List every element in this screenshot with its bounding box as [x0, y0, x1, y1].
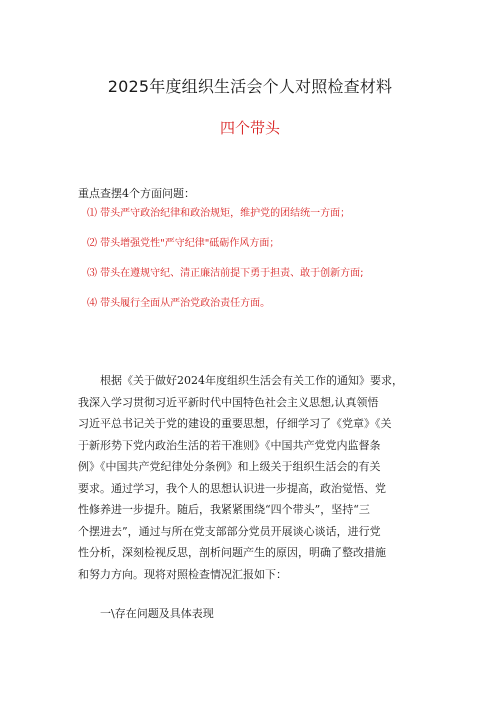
focus-list	[87, 207, 467, 327]
body-line: 于新形势下党内政治生活的若干准则》《中国共产党党内监督条	[78, 438, 381, 452]
focus-item-4: ⑷ 带头履行全面从严治党政治责任方面。	[87, 298, 271, 309]
body-line: 习近平总书记关于党的建设的重要思想，仔细学习了《党章》《关	[78, 417, 392, 430]
focus-intro: 重点查摆4个方面问题：	[78, 187, 195, 200]
body-line: 我深入学习贯彻习近平新时代中国特色社会主义思想,认真领悟	[78, 395, 379, 409]
focus-item-2: ⑵ 带头增强党性"严守纪律"砥砺作风方面；	[87, 238, 280, 249]
body-line: 性分析，深刻检视反思，剖析问题产生的原因，明确了整改措施	[78, 546, 386, 559]
body-line: 性修养进一步提升。随后，我紧紧围绕“四个带头”，坚持“三	[78, 503, 370, 516]
focus-item-1: ⑴ 带头严守政治纪律和政治规矩，维护党的团结统一方面；	[87, 208, 351, 219]
focus-item-3: ⑶ 带头在遵规守纪、清正廉洁前提下勇于担责、敢于创新方面;	[87, 268, 364, 279]
document-subtitle: 四个带头	[219, 119, 280, 137]
section-heading: 一\存在问题及具体表现	[100, 607, 214, 620]
body-line: 根据《关于做好2024年度组织生活会有关工作的通知》要求，	[100, 374, 403, 387]
body-line: 要求。通过学习，我个人的思想认识进一步提高，政治觉悟、党	[78, 481, 386, 495]
body-line: 个摆进去”，通过与所在党支部部分党员开展谈心谈话，进行党	[78, 524, 381, 538]
body-line: 例》《中国共产党纪律处分条例》和上级关于组织生活会的有关	[78, 460, 381, 473]
document-title: 2025年度组织生活会个人对照检查材料	[107, 77, 393, 96]
body-paragraph	[78, 370, 440, 585]
body-line: 和努力方向。现将对照检查情况汇报如下：	[78, 567, 287, 581]
